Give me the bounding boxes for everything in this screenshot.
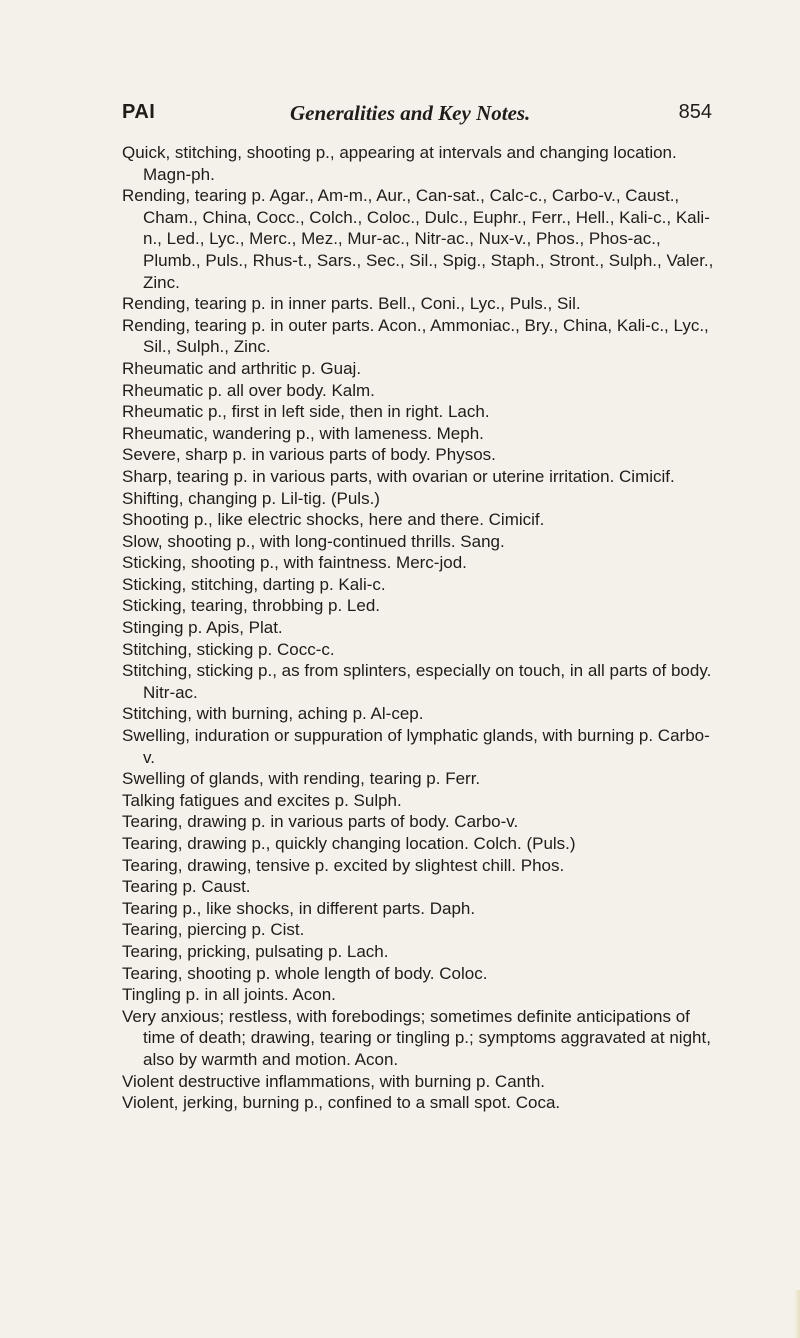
entry: Talking fatigues and excites p. Sulph. — [122, 790, 402, 810]
entry: Tearing, shooting p. whole length of body. Coloc. — [122, 963, 488, 983]
entry: Stinging p. Apis, Plat. — [122, 618, 283, 638]
entry: Tearing p., like shocks, in different parts. Daph. — [122, 898, 476, 918]
entry: Tearing, piercing p. Cist. — [122, 920, 305, 940]
entry: Tearing p. Caust. — [122, 877, 251, 897]
running-header — [122, 101, 712, 127]
entry: Sticking, shooting p., with faintness. Merc-jod. — [122, 553, 467, 573]
entry: Stitching, with burning, aching p. Al-cep. — [122, 704, 424, 724]
entry: Shifting, changing p. Lil-tig. (Puls.) — [122, 488, 380, 508]
entry: Rheumatic p. all over body. Kalm. — [122, 380, 375, 400]
entry: Tearing, pricking, pulsating p. Lach. — [122, 941, 389, 961]
page-edge-shadow — [794, 1290, 800, 1338]
entry: Tearing, drawing p., quickly changing location. Colch. (Puls.) — [122, 834, 576, 853]
entry: Severe, sharp p. in various parts of body. Physos. — [122, 445, 496, 465]
entry: Rheumatic, wandering p., with lameness. Meph. — [122, 423, 484, 443]
running-title: Generalities and Key Notes. — [290, 101, 531, 125]
entry: Slow, shooting p., with long-continued thrills. Sang. — [122, 531, 505, 551]
section-abbreviation: PAI — [122, 101, 156, 123]
entry: Tingling p. in all joints. Acon. — [122, 985, 336, 1005]
entry: Stitching, sticking p., as from splinters, especially on touch, in all parts of body. Nitr-ac. — [122, 661, 712, 702]
entry: Rending, tearing p. in outer parts. Acon., Ammoniac., Bry., China, Kali-c., Lyc., Sil., Sulph., Zinc. — [122, 315, 709, 357]
entry: Swelling, induration or suppuration of lymphatic glands, with burning p. Carbo-v. — [122, 726, 710, 767]
entry: Violent, jerking, burning p., confined to a small spot. Coca. — [122, 1093, 561, 1113]
page-number: 854 — [678, 101, 712, 123]
entry: Rheumatic and arthritic p. Guaj. — [122, 358, 362, 378]
entry: Shooting p., like electric shocks, here and there. Cimicif. — [122, 510, 545, 530]
entry: Violent destructive inflammations, with burning p. Canth. — [122, 1071, 546, 1091]
entry: Rending, tearing p. in inner parts. Bell., Coni., Lyc., Puls., Sil. — [122, 294, 581, 314]
entry: Swelling of glands, with rending, tearing p. Ferr. — [122, 769, 481, 789]
entry: Quick, stitching, shooting p., appearing at intervals and changing location. Magn-ph. — [122, 143, 677, 184]
entry: Very anxious; restless, with forebodings; sometimes definite anticipations of time of death; drawing, tearing or tingling p.; symptoms aggravated at night, also by warmth and motion. Acon. — [122, 1006, 711, 1069]
entry: Tearing, drawing, tensive p. excited by slightest chill. Phos. — [122, 855, 565, 875]
entry: Rheumatic p., first in left side, then in right. Lach. — [122, 402, 490, 422]
entry-list — [122, 142, 720, 1114]
entry: Rending, tearing p. Agar., Am-m., Aur., Can-sat., Calc-c., Carbo-v., Caust., Cham., China, Cocc., Colch., Coloc., Dulc., Euphr., Ferr., Hell., Kali-c., Kali-n., Led., Lyc., Merc., Mez., Mur-ac., Nitr-ac., Nux-v., Phos., Phos-ac., Plumb., Puls., Rhus-t., Sars., Sec., Sil., Spig., Staph., Stront., Sulph., Valer., Zinc. — [122, 186, 714, 292]
entry: Sticking, tearing, throbbing p. Led. — [122, 596, 380, 616]
entry: Sticking, stitching, darting p. Kali-c. — [122, 574, 386, 594]
entry: Tearing, drawing p. in various parts of body. Carbo-v. — [122, 812, 519, 832]
entry: Stitching, sticking p. Cocc-c. — [122, 639, 335, 659]
entry: Sharp, tearing p. in various parts, with ovarian or uterine irritation. Cimicif. — [122, 466, 675, 486]
